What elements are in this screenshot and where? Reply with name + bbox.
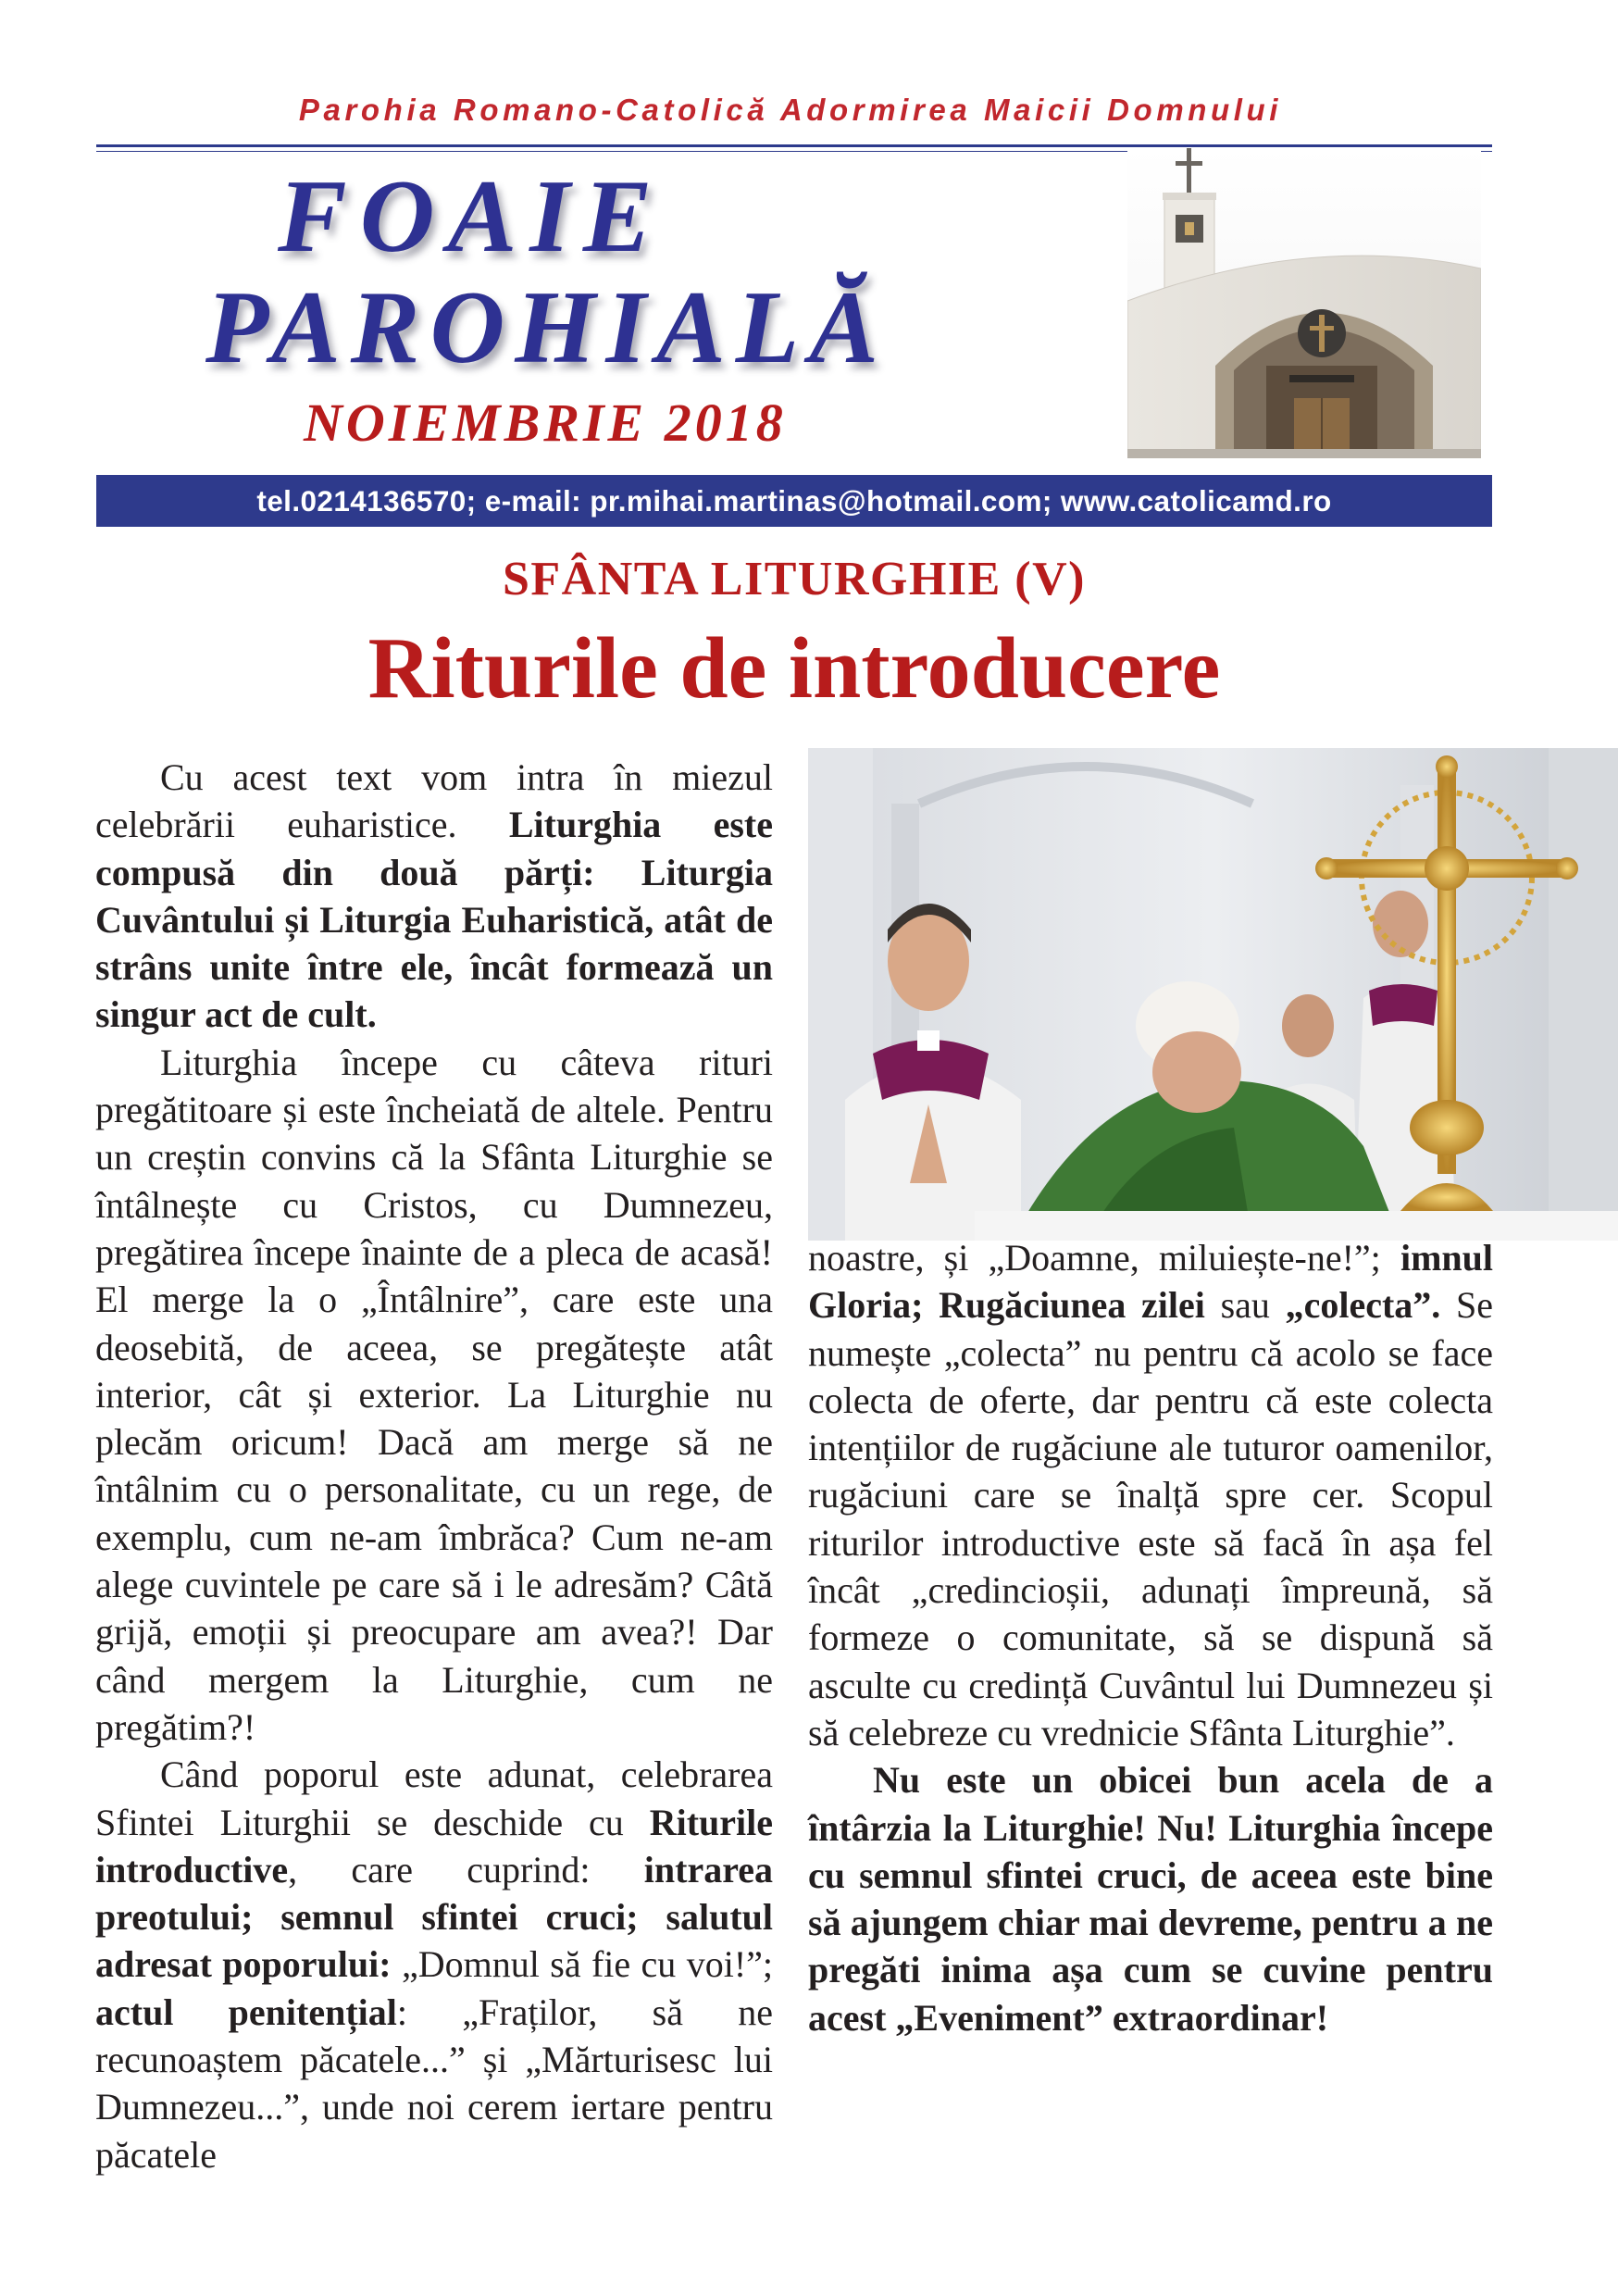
paragraph-emphasis: Riturile introductive: [95, 1801, 773, 1890]
contact-bar: tel.0214136570; e-mail: pr.mihai.martinas@hotmail.com; www.catolicamd.ro: [96, 475, 1492, 527]
paragraph-text: „Domnul să fie cu voi!”;: [391, 1943, 774, 1986]
paragraph-emphasis: „colecta”.: [1285, 1284, 1441, 1327]
masthead-title-line2: PAROHIALĂ: [205, 270, 889, 385]
pope-mass-photo: [808, 748, 1618, 1241]
paragraph-emphasis: imnul Gloria; Rugăciunea zilei: [808, 1237, 1493, 1327]
paragraph-text: Când poporul este adunat, celebrarea Sfintei Liturghii se deschide cu: [95, 1753, 773, 1843]
article-kicker: SFÂNTA LITURGHIE (V): [502, 553, 1086, 605]
parish-name: Parohia Romano-Catolică Adormirea Maicii Domnului: [298, 93, 1283, 127]
paragraph-2: Liturghia începe cu câteva rituri pregătitoare și este încheiată de altele. Pentru un creștin convins că la Sfânta Liturghie se întâlnește cu Cristos, cu Dumnezeu, pregătirea începe înainte de a pleca de acasă! El merge la o „Întâlnire”, care este una deosebită, de aceea, se pregătește atât interior, cât și exterior. La Liturghie nu plecăm oricum! Dacă am merge să ne întâlnim cu o personalitate, cu un rege, de exemplu, cum ne-am îmbrăca? Cum ne-am alege cuvintele pe care să i le adresăm? Câtă grijă, emoții și preocupare am avea?! Dar când mergem la Liturghie, cum ne pregătim?!: [95, 1041, 773, 1748]
paragraph-3: [95, 1751, 773, 2178]
paragraph-text: Se numește „colecta” nu pentru că acolo se face colecta de oferte, dar pentru că este colecta intențiilor de rugăciune ale tuturor oamenilor, rugăciuni care se înalță spre cer. Scopul riturilor introductive este să facă în așa fel încât „credincioșii, adunați împreună, să formeze o comunitate, să se dispună să asculte cu credință Cuvântul lui Dumnezeu și să celebreze cu vrednicie Sfânta Liturghie”.: [808, 1284, 1493, 1753]
header-rule: [96, 144, 1492, 147]
masthead-title-line1: FOAIE: [278, 159, 666, 274]
paragraph-text: noastre, și „Doamne, miluiește-ne!”;: [808, 1237, 1400, 1279]
issue-month: NOIEMBRIE 2018: [304, 393, 787, 453]
paragraph-text: sau: [1204, 1284, 1286, 1327]
article-title: Riturile de introducere: [367, 620, 1221, 717]
church-photo: [1127, 148, 1481, 458]
paragraph-text: Cu acest text vom intra în miezul celebrării euharistice.: [95, 756, 773, 846]
article-column-right: [808, 1234, 1493, 2041]
paragraph-emphasis: Nu este un obicei bun acela de a întârzia la Liturghie! Nu! Liturghia începe cu semnul sfintei cruci, de aceea este bine să ajungem chiar mai devreme, pentru a ne pregăti inima așa cum se cuvine pentru acest „Eveniment” extraordinar!: [808, 1759, 1493, 2039]
paragraph-emphasis: intrarea preotului; semnul sfintei cruci; salutul adresat poporului:: [95, 1848, 773, 1986]
paragraph-emphasis: Liturghia este compusă din două părți: Liturgia Cuvântului și Liturgia Euharistică, atât de strâns unite între ele, încât formează un singur act de cult.: [95, 804, 773, 1036]
paragraph-text: : „Fraților, să ne recunoaștem păcatele...” și „Mărturisesc lui Dumnezeu...”, unde noi cerem iertare pentru păcatele: [95, 1990, 773, 2176]
paragraph-emphasis: actul penitențial: [95, 1990, 397, 2033]
paragraph-4: [808, 1234, 1493, 1756]
paragraph-1: [95, 754, 773, 1039]
paragraph-5: [808, 1756, 1493, 2041]
paragraph-text: , care cuprind:: [288, 1848, 644, 1890]
article-column-left: [95, 754, 773, 2178]
